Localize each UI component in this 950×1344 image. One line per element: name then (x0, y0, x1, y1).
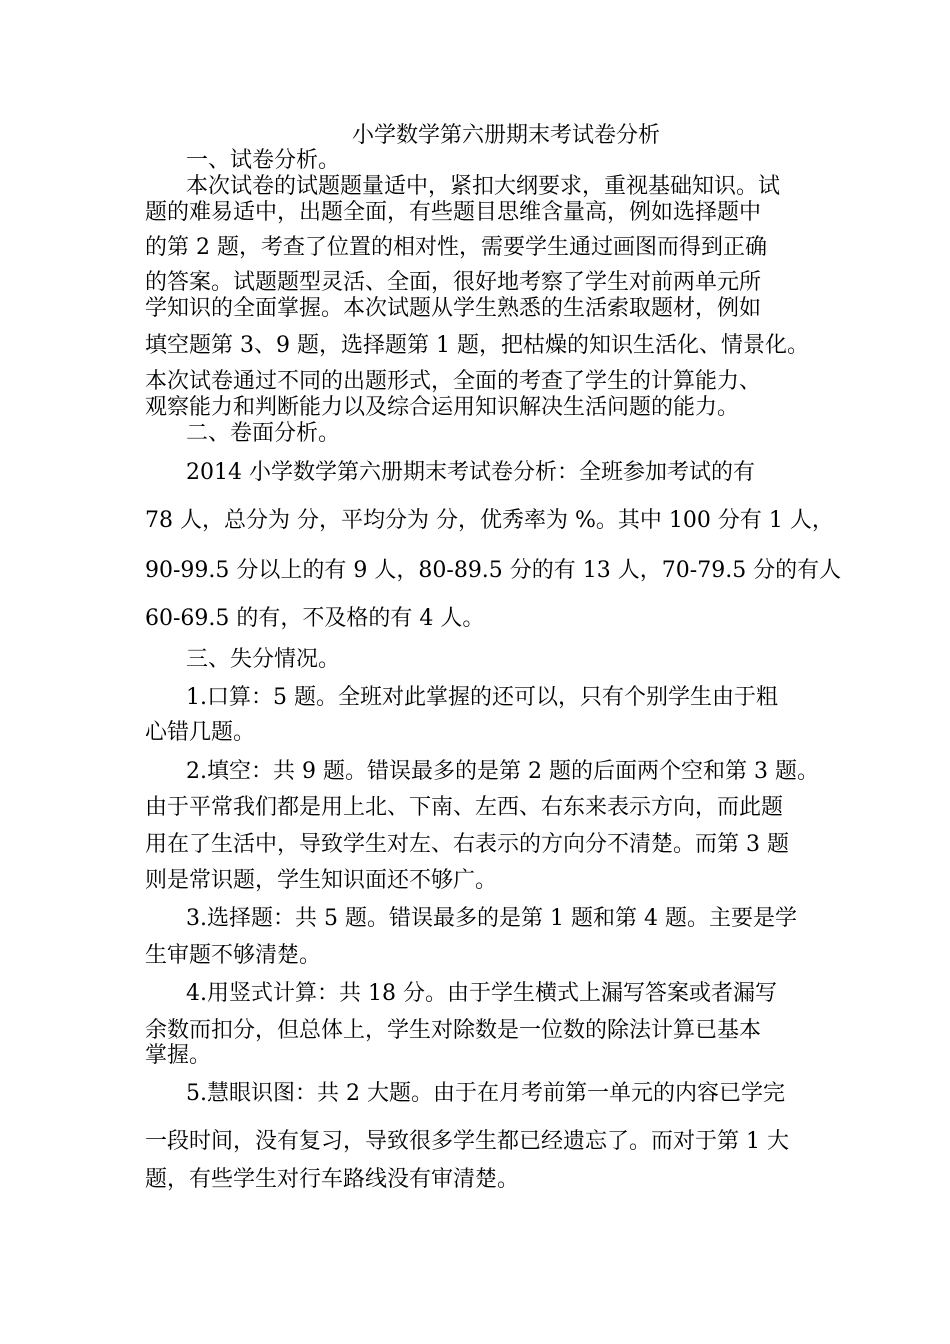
paragraph-line: 余数而扣分，但总体上，学生对除数是一位数的除法计算已基本 (145, 1018, 762, 1043)
paragraph-line: 5.慧眼识图：共 2 大题。由于在月考前第一单元的内容已学完 (186, 1081, 785, 1106)
section-heading-2: 二、卷面分析。 (186, 421, 341, 446)
paragraph-line: 生审题不够清楚。 (145, 943, 322, 968)
paragraph-line: 90-99.5 分以上的有 9 人，80-89.5 分的有 13 人，70-79.5 分的有人 (145, 558, 842, 583)
paragraph-line: 由于平常我们都是用上北、下南、左西、右东来表示方向，而此题 (145, 795, 784, 820)
paragraph-line: 本次试卷的试题题量适中，紧扣大纲要求，重视基础知识。试 (186, 174, 781, 199)
paragraph-line: 填空题第 3、9 题，选择题第 1 题，把枯燥的知识生活化、情景化。 (145, 333, 809, 358)
paragraph-line: 心错几题。 (145, 720, 256, 745)
paragraph-line: 的第 2 题，考查了位置的相对性，需要学生通过画图而得到正确 (145, 235, 767, 260)
section-heading-3: 三、失分情况。 (186, 647, 341, 672)
paragraph-line: 3.选择题：共 5 题。错误最多的是第 1 题和第 4 题。主要是学 (186, 906, 797, 931)
paragraph-line: 4.用竖式计算：共 18 分。由于学生横式上漏写答案或者漏写 (186, 981, 777, 1006)
paragraph-line: 掌握。 (145, 1043, 212, 1068)
document-title: 小学数学第六册期末考试卷分析 (352, 123, 661, 148)
paragraph-line: 题，有些学生对行车路线没有审清楚。 (145, 1167, 520, 1192)
paragraph-line: 60-69.5 的有，不及格的有 4 人。 (145, 606, 485, 631)
paragraph-line: 本次试卷通过不同的出题形式，全面的考查了学生的计算能力、 (145, 369, 762, 394)
paragraph-line: 观察能力和判断能力以及综合运用知识解决生活问题的能力。 (145, 395, 740, 420)
paragraph-line: 题的难易适中，出题全面，有些题目思维含量高，例如选择题中 (145, 200, 762, 225)
paragraph-line: 学知识的全面掌握。本次试题从学生熟悉的生活索取题材，例如 (145, 296, 762, 321)
paragraph-line: 则是常识题，学生知识面还不够广。 (145, 868, 498, 893)
paragraph-line: 2014 小学数学第六册期末考试卷分析：全班参加考试的有 (186, 460, 755, 485)
paragraph-line: 一段时间，没有复习，导致很多学生都已经遗忘了。而对于第 1 大 (145, 1129, 789, 1154)
paragraph-line: 1.口算：5 题。全班对此掌握的还可以，只有个别学生由于粗 (186, 685, 778, 710)
paragraph-line: 2.填空：共 9 题。错误最多的是第 2 题的后面两个空和第 3 题。 (186, 759, 819, 784)
section-heading-1: 一、试卷分析。 (186, 148, 341, 173)
paragraph-line: 78 人，总分为 分，平均分为 分，优秀率为 %。其中 100 分有 1 人， (145, 508, 834, 533)
paragraph-line: 的答案。试题题型灵活、全面，很好地考察了学生对前两单元所 (145, 270, 762, 295)
paragraph-line: 用在了生活中，导致学生对左、右表示的方向分不清楚。而第 3 题 (145, 832, 789, 857)
